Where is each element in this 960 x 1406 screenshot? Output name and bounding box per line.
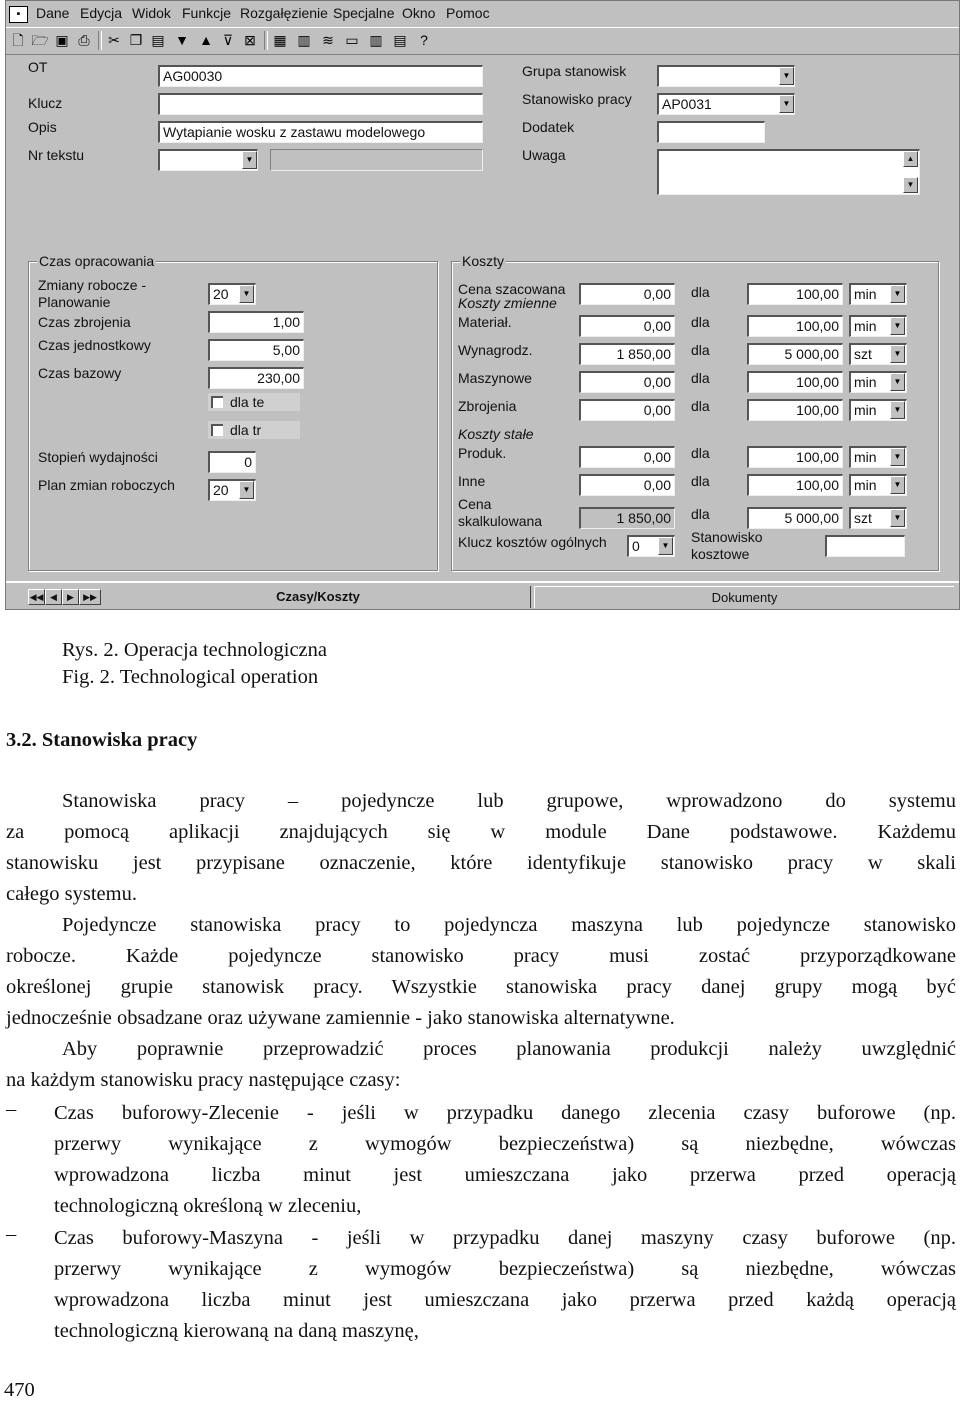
scroll-down-icon[interactable]: ▼ [903, 177, 918, 193]
dodatek-label: Dodatek [522, 119, 575, 135]
cost-row-label: Inne [458, 473, 486, 489]
kosztowe-label: kosztowe [691, 546, 750, 562]
czas-jednostkowy-label: Czas jednostkowy [38, 337, 151, 353]
ot-field[interactable]: AG00030 [158, 65, 483, 87]
cena-skalkulowana-qty[interactable]: 5 000,00 [747, 507, 843, 529]
chevron-down-icon[interactable]: ▼ [242, 151, 257, 169]
cost-row-qty[interactable]: 100,00 [747, 399, 843, 421]
scroll-up-icon[interactable]: ▲ [903, 151, 918, 167]
cost-row-qty[interactable]: 100,00 [747, 446, 843, 468]
stopien-wydajnosci-field[interactable]: 0 [208, 451, 256, 473]
menu-widok[interactable]: Widok [132, 5, 171, 21]
cost-row-label: Zbrojenia [458, 398, 517, 414]
cost-row-unit[interactable]: min [849, 399, 907, 421]
columns-icon[interactable]: ▥ [369, 32, 383, 48]
nr-tekstu-description [270, 149, 483, 171]
paragraph-2 [6, 910, 956, 1034]
paragraph-line: robocze. Każde pojedyncze stanowisko pracy musi zostać przyporządkowane [6, 945, 956, 967]
grupa-stanowisk-label: Grupa stanowisk [522, 63, 627, 79]
clear-filter-icon[interactable]: ⊠ [244, 32, 256, 48]
nr-tekstu-label: Nr tekstu [28, 147, 85, 163]
chevron-down-icon[interactable]: ▼ [779, 95, 794, 113]
czas-zbrojenia-label: Czas zbrojenia [38, 314, 131, 330]
toolbar-separator [98, 31, 102, 50]
application-window [5, 0, 960, 610]
table-view-icon[interactable]: ▦ [273, 32, 287, 48]
chevron-down-icon[interactable]: ▼ [239, 285, 254, 303]
cost-row-unit[interactable]: min [849, 371, 907, 393]
cost-row-label: Wynagrodz. [458, 342, 533, 358]
stopien-wydajnosci-label: Stopień wydajności [38, 449, 158, 465]
help-icon[interactable]: ? [420, 32, 428, 48]
chevron-down-icon[interactable]: ▼ [779, 67, 794, 85]
dla-label: dla [691, 314, 710, 330]
menu-edycja[interactable]: Edycja [80, 5, 123, 21]
bullet-dash: – [6, 1098, 17, 1120]
czas-jednostkowy-field[interactable]: 5,00 [208, 339, 304, 361]
cost-row-qty[interactable]: 5 000,00 [747, 343, 843, 365]
zmiany-robocze-select[interactable]: 20 [208, 283, 256, 305]
open-folder-icon[interactable]: 🗁 [31, 32, 49, 48]
cost-row-unit[interactable]: szt [849, 343, 907, 365]
paragraph-line: Pojedyncze stanowiska pracy to pojedyncza maszyna lub pojedyncze stanowisko [62, 914, 956, 936]
dla-label: dla [691, 284, 710, 300]
paragraph-line: jednocześnie obsadzane oraz używane zamiennie - jako stanowiska alternatywne. [6, 1007, 675, 1029]
menu-funkcje[interactable]: Funkcje [182, 5, 232, 21]
klucz-kosztow-label: Klucz kosztów ogólnych [458, 534, 607, 550]
czas-bazowy-field[interactable]: 230,00 [208, 367, 304, 389]
plan-zmian-label: Plan zmian roboczych [38, 477, 175, 493]
dla-tr-checkbox[interactable] [211, 424, 223, 436]
plan-zmian-select[interactable]: 20 [208, 479, 256, 501]
cost-row-value[interactable]: 0,00 [579, 371, 675, 393]
paragraph-line: przerwy wynikające z wymogów bezpieczeństwa) są niezbędne, wówczas [54, 1258, 956, 1280]
chart-icon[interactable]: ≋ [322, 32, 334, 48]
sort-descending-icon[interactable]: ▼ [175, 32, 189, 48]
stanowisko-kosztowe-label: Stanowisko [691, 529, 763, 545]
previous-record-icon[interactable]: ◀ [45, 589, 62, 605]
sort-ascending-icon[interactable]: ▲ [199, 32, 213, 48]
chevron-down-icon[interactable]: ▼ [890, 509, 905, 527]
chevron-down-icon[interactable]: ▼ [239, 481, 254, 499]
dla-label: dla [691, 342, 710, 358]
menu-pomoc[interactable]: Pomoc [446, 5, 490, 21]
dla-te-label: dla te [230, 394, 265, 410]
layout-icon[interactable]: ▤ [393, 32, 407, 48]
new-document-icon[interactable]: 🗋 [12, 32, 24, 48]
dla-label: dla [691, 370, 710, 386]
cost-row-value[interactable]: 1 850,00 [579, 343, 675, 365]
dodatek-field[interactable] [657, 121, 765, 143]
cena-szacowana-unit[interactable]: min [849, 283, 907, 305]
czas-opracowania-title: Czas opracowania [39, 253, 155, 269]
chevron-down-icon[interactable]: ▼ [890, 285, 905, 303]
zmiany-robocze-label: Zmiany robocze - [38, 277, 147, 293]
filter-icon[interactable]: ⊽ [222, 32, 234, 48]
paragraph-1 [6, 786, 956, 910]
menu-specjalne[interactable]: Specjalne [333, 5, 395, 21]
chevron-down-icon[interactable]: ▼ [658, 537, 673, 555]
menu-rozgalezienie[interactable]: Rozgałęzienie [240, 5, 328, 21]
czas-zbrojenia-field[interactable]: 1,00 [208, 311, 304, 333]
paragraph-line: Czas buforowy-Zlecenie - jeśli w przypadku danego zlecenia czasy buforowe (np. [54, 1102, 956, 1124]
cost-row-value[interactable]: 0,00 [579, 399, 675, 421]
paragraph-line: technologiczną kierowaną na daną maszynę, [54, 1320, 419, 1342]
page-number: 470 [4, 1379, 35, 1401]
paragraph-line: technologiczną określoną w zleceniu, [54, 1195, 362, 1217]
figure-caption-pl: Rys. 2. Operacja technologiczna [62, 639, 328, 661]
klucz-field[interactable] [158, 93, 483, 115]
app-menu-icon[interactable]: ▪ [9, 6, 28, 23]
cost-row-unit[interactable]: min [849, 315, 907, 337]
toolbar [6, 28, 959, 55]
paragraph-line: całego systemu. [6, 883, 137, 905]
bullet-dash: – [6, 1223, 17, 1245]
paragraph-line: Czas buforowy-Maszyna - jeśli w przypadku danej maszyny czasy buforowe (np. [54, 1227, 956, 1249]
czas-bazowy-label: Czas bazowy [38, 365, 122, 381]
cena-skalkulowana-field: 1 850,00 [579, 507, 675, 529]
save-icon[interactable]: ▣ [55, 32, 69, 48]
dla-label: dla [691, 398, 710, 414]
paragraph-line: przerwy wynikające z wymogów bezpieczeństwa) są niezbędne, wówczas [54, 1133, 956, 1155]
cost-row-qty[interactable]: 100,00 [747, 371, 843, 393]
chevron-down-icon[interactable]: ▼ [890, 345, 905, 363]
dla-tr-label: dla tr [230, 422, 262, 438]
cena-skalkulowana-unit[interactable]: szt [849, 507, 907, 529]
menu-bar [6, 1, 959, 28]
cost-row-label: Produk. [458, 445, 507, 461]
tab-dokumenty[interactable]: Dokumenty [534, 586, 954, 608]
chevron-down-icon[interactable]: ▼ [890, 317, 905, 335]
tab-bar [6, 581, 959, 611]
koszty-zmienne-label: Koszty zmienne [458, 295, 557, 311]
cena-szacowana-qty[interactable]: 100,00 [747, 283, 843, 305]
cost-row-value[interactable]: 0,00 [579, 474, 675, 496]
cut-icon[interactable]: ✂ [108, 32, 120, 48]
paragraph-line: określonej grupie stanowisk pracy. Wszystkie stanowiska pracy danej grupy mogą być [6, 976, 956, 998]
cost-row-unit[interactable]: min [849, 446, 907, 468]
paragraph-line: wprowadzona liczba minut jest umieszczana jako przerwa przed każdą operacją [54, 1289, 956, 1311]
stanowisko-pracy-select[interactable]: AP0031 [657, 93, 795, 115]
chevron-down-icon[interactable]: ▼ [890, 476, 905, 494]
toolbar-separator [264, 31, 268, 50]
menu-dane[interactable]: Dane [36, 5, 70, 21]
chevron-down-icon[interactable]: ▼ [890, 401, 905, 419]
paragraph-line: stanowisku jest przypisane oznaczenie, które identyfikuje stanowisko pracy w skali [6, 852, 956, 874]
chevron-down-icon[interactable]: ▼ [890, 448, 905, 466]
bullet-item-1 [54, 1098, 956, 1222]
cost-row-unit[interactable]: min [849, 474, 907, 496]
stanowisko-kosztowe-field[interactable] [825, 535, 905, 557]
copy-icon[interactable]: ❐ [129, 32, 143, 48]
chevron-down-icon[interactable]: ▼ [890, 373, 905, 391]
cena-label: Cena [458, 496, 492, 512]
cost-row-label: Maszynowe [458, 370, 532, 386]
dla-te-checkbox[interactable] [211, 396, 223, 408]
paragraph-3 [6, 1034, 956, 1096]
record-icon[interactable]: ▭ [345, 32, 359, 48]
dla-label: dla [691, 506, 710, 522]
print-icon[interactable]: ⎙ [78, 32, 90, 48]
first-record-icon[interactable]: ◀◀ [28, 589, 45, 605]
koszty-title: Koszty [462, 253, 505, 269]
tab-czasy-koszty[interactable]: Czasy/Koszty [106, 586, 531, 608]
dla-label: dla [691, 445, 710, 461]
opis-field[interactable]: Wytapianie wosku z zastawu modelowego [158, 121, 483, 143]
cena-szacowana-field[interactable]: 0,00 [579, 283, 675, 305]
dla-label: dla [691, 473, 710, 489]
paragraph-line: wprowadzona liczba minut jest umieszczana jako przerwa przed operacją [54, 1164, 956, 1186]
skalkulowana-label: skalkulowana [458, 513, 543, 529]
uwaga-label: Uwaga [522, 147, 566, 163]
klucz-label: Klucz [28, 95, 63, 111]
last-record-icon[interactable]: ▶▶ [79, 589, 101, 605]
cost-row-value[interactable]: 0,00 [579, 446, 675, 468]
next-record-icon[interactable]: ▶ [62, 589, 79, 605]
form-view-icon[interactable]: ▥ [297, 32, 311, 48]
planowanie-label: Planowanie [38, 294, 111, 310]
figure-caption-en: Fig. 2. Technological operation [62, 666, 319, 688]
paragraph-line: Stanowiska pracy – pojedyncze lub grupowe, wprowadzono do systemu [62, 790, 956, 812]
bullet-item-2 [54, 1223, 956, 1347]
menu-okno[interactable]: Okno [402, 5, 436, 21]
paragraph-line: Aby poprawnie przeprowadzić proces planowania produkcji należy uwzględnić [62, 1038, 956, 1060]
paragraph-line: na każdym stanowisku pracy następujące czasy: [6, 1069, 401, 1091]
cena-szacowana-label: Cena szacowana [458, 281, 566, 297]
paste-icon[interactable]: ▤ [151, 32, 165, 48]
opis-label: Opis [28, 119, 57, 135]
paragraph-line: za pomocą aplikacji znajdujących się w module Dane podstawowe. Każdemu [6, 821, 956, 843]
koszty-stale-label: Koszty stałe [458, 426, 534, 442]
grupa-stanowisk-select[interactable] [657, 65, 795, 87]
cost-row-value[interactable]: 0,00 [579, 315, 675, 337]
uwaga-textarea[interactable] [657, 149, 920, 195]
stanowisko-pracy-label: Stanowisko pracy [522, 91, 632, 107]
section-heading: 3.2. Stanowiska pracy [6, 729, 198, 751]
cost-row-qty[interactable]: 100,00 [747, 474, 843, 496]
klucz-kosztow-select[interactable]: 0 [627, 535, 675, 557]
ot-label: OT [28, 59, 48, 75]
cost-row-label: Materiał. [458, 314, 512, 330]
cost-row-qty[interactable]: 100,00 [747, 315, 843, 337]
